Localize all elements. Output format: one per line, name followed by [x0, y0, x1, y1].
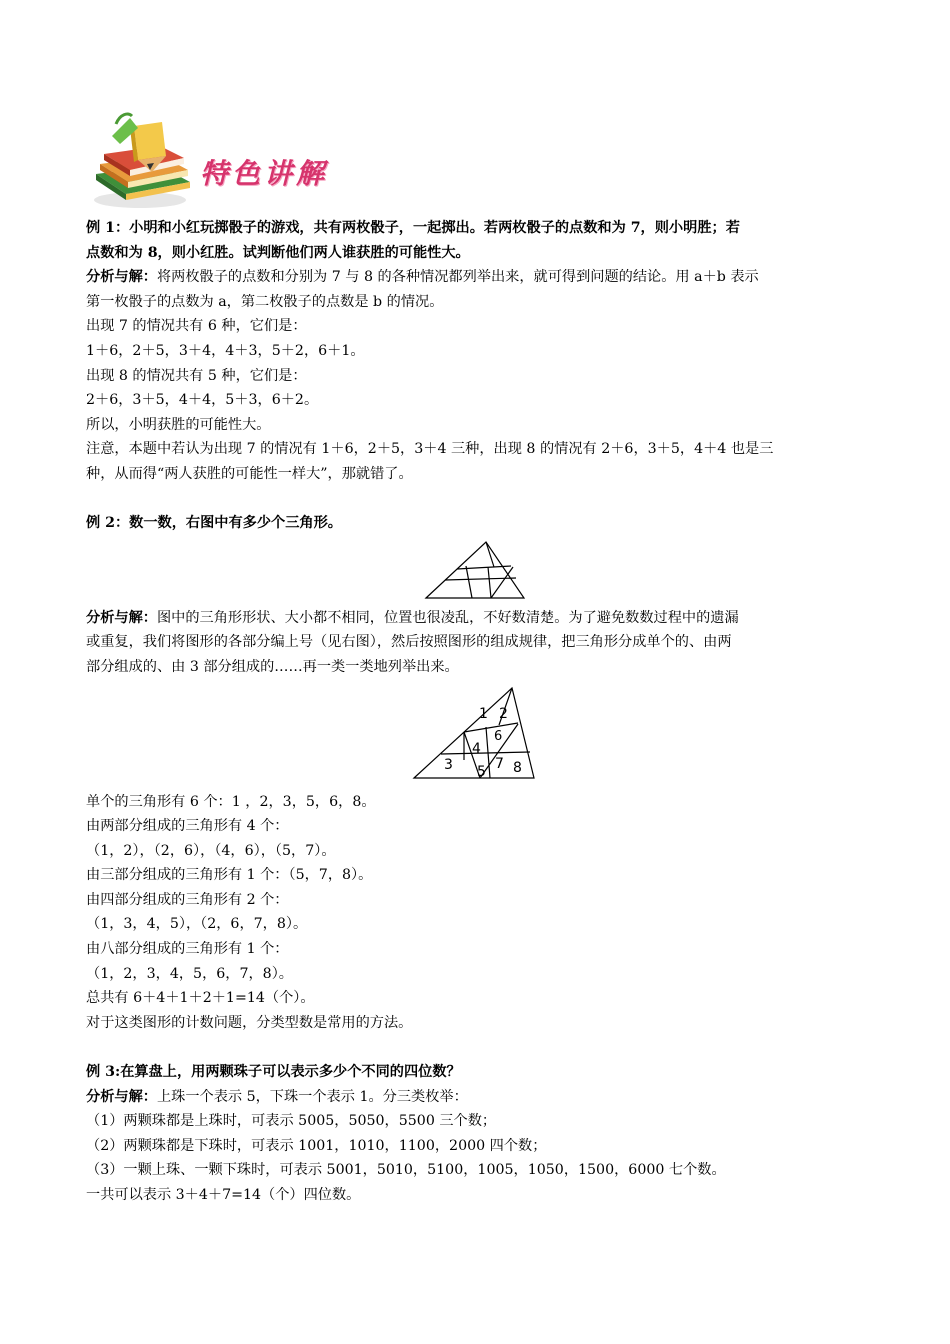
ex3-line: （1）两颗珠都是上珠时，可表示 5005，5050，5500 三个数； — [86, 1113, 497, 1130]
analysis-label: 分析与解： — [86, 609, 157, 626]
ex3-analysis-line — [86, 1085, 866, 1110]
ex2-line: 部分组成的、由 3 部分组成的……再一类一类地列举出来。 — [86, 658, 459, 675]
ex2-analysis-line — [86, 606, 866, 631]
ex3-line: 一共可以表示 3＋4＋7=14（个）四位数。 — [86, 1187, 361, 1203]
ex1-line: 出现 7 的情况共有 6 种，它们是： — [86, 318, 307, 335]
ex2-count-line: 单个的三角形有 6 个：1 ，2，3，5，6，8。 — [86, 793, 376, 810]
section-header — [90, 112, 390, 212]
ex3-title: 例 3:在算盘上，用两颗珠子可以表示多少个不同的四位数？ — [86, 1064, 461, 1081]
ex1-analysis-line — [86, 265, 866, 290]
ex1-line: 2＋6，3＋5，4＋4，5＋3，6＋2。 — [86, 392, 319, 409]
analysis-label: 分析与解： — [86, 1088, 157, 1105]
ex2-count-line: （1，3，4，5），（2，6，7，8）。 — [86, 916, 308, 933]
header-title: 特色讲解 — [200, 157, 329, 190]
region-label-3: 3 — [444, 756, 453, 773]
ex1-line: 1＋6，2＋5，3＋4，4＋3，5＋2，6＋1。 — [86, 342, 365, 359]
ex3-line: （2）两颗珠都是下珠时，可表示 1001，1010，1100，2000 四个数； — [86, 1137, 547, 1154]
ex2-text: 图中的三角形形状、大小都不相同，位置也很凌乱，不好数清楚。为了避免数数过程中的遗漏 — [156, 609, 739, 626]
pencil-books-icon — [90, 112, 200, 212]
region-label-4: 4 — [472, 740, 481, 757]
ex1-line: 第一枚骰子的点数为 a，第二枚骰子的点数是 b 的情况。 — [86, 293, 444, 310]
ex2-line: 或重复，我们将图形的各部分编上号（见右图），然后按照图形的组成规律，把三角形分成单个的、由两 — [86, 634, 732, 651]
ex1-title-line-1: 例 1：小明和小红玩掷骰子的游戏，共有两枚骰子，一起掷出。若两枚骰子的点数和为 7，则小明胜；若 — [86, 220, 740, 236]
region-label-7: 7 — [495, 755, 504, 772]
content — [86, 216, 866, 1208]
ex1-line: 所以，小明获胜的可能性大。 — [86, 416, 271, 433]
region-label-1: 1 — [479, 705, 488, 722]
ex1-text: 将两枚骰子的点数和分别为 7 与 8 的各种情况都列举出来，就可得到问题的结论。用 a＋b 表示 — [156, 269, 759, 286]
ex2-count-line: （1，2，3，4，5，6，7，8）。 — [86, 965, 293, 982]
ex1-line: 种，从而得“两人获胜的可能性一样大”，那就错了。 — [86, 465, 413, 482]
ex2-count-line: 由四部分组成的三角形有 2 个： — [86, 891, 289, 908]
ex2-count-line: 由八部分组成的三角形有 1 个： — [86, 941, 289, 958]
triangle-figure-numbered — [86, 680, 866, 790]
ex2-count-line: 由三部分组成的三角形有 1 个：（5，7，8）。 — [86, 867, 373, 884]
ex1-line: 注意，本题中若认为出现 7 的情况有 1＋6，2＋5，3＋4 三种，出现 8 的情况有 2＋6，3＋5，4＋4 也是三 — [86, 441, 774, 458]
ex2-count-line: （1，2），（2，6），（4，6），（5，7）。 — [86, 842, 336, 859]
region-label-5: 5 — [477, 763, 486, 780]
region-label-6: 6 — [494, 728, 503, 744]
triangle-figure-plain — [86, 536, 866, 606]
ex1-line: 出现 8 的情况共有 5 种，它们是： — [86, 367, 307, 384]
ex2-count-line: 由两部分组成的三角形有 4 个： — [86, 818, 289, 835]
ex3-text: 上珠一个表示 5，下珠一个表示 1。分三类枚举： — [156, 1088, 468, 1105]
ex3-line: （3）一颗上珠、一颗下珠时，可表示 5001，5010，5100，1005，1050，1500，6000 七个数。 — [86, 1162, 726, 1179]
ex2-count-line: 对于这类图形的计数问题，分类型数是常用的方法。 — [86, 1014, 413, 1031]
ex2-title: 例 2：数一数，右图中有多少个三角形。 — [86, 515, 342, 532]
ex2-count-line: 总共有 6＋4＋1＋2＋1=14（个）。 — [86, 990, 315, 1007]
ex1-title-line-2: 点数和为 8，则小红胜。试判断他们两人谁获胜的可能性大。 — [86, 244, 470, 261]
region-label-2: 2 — [499, 705, 508, 722]
analysis-label: 分析与解： — [86, 269, 157, 286]
region-label-8: 8 — [513, 759, 522, 776]
